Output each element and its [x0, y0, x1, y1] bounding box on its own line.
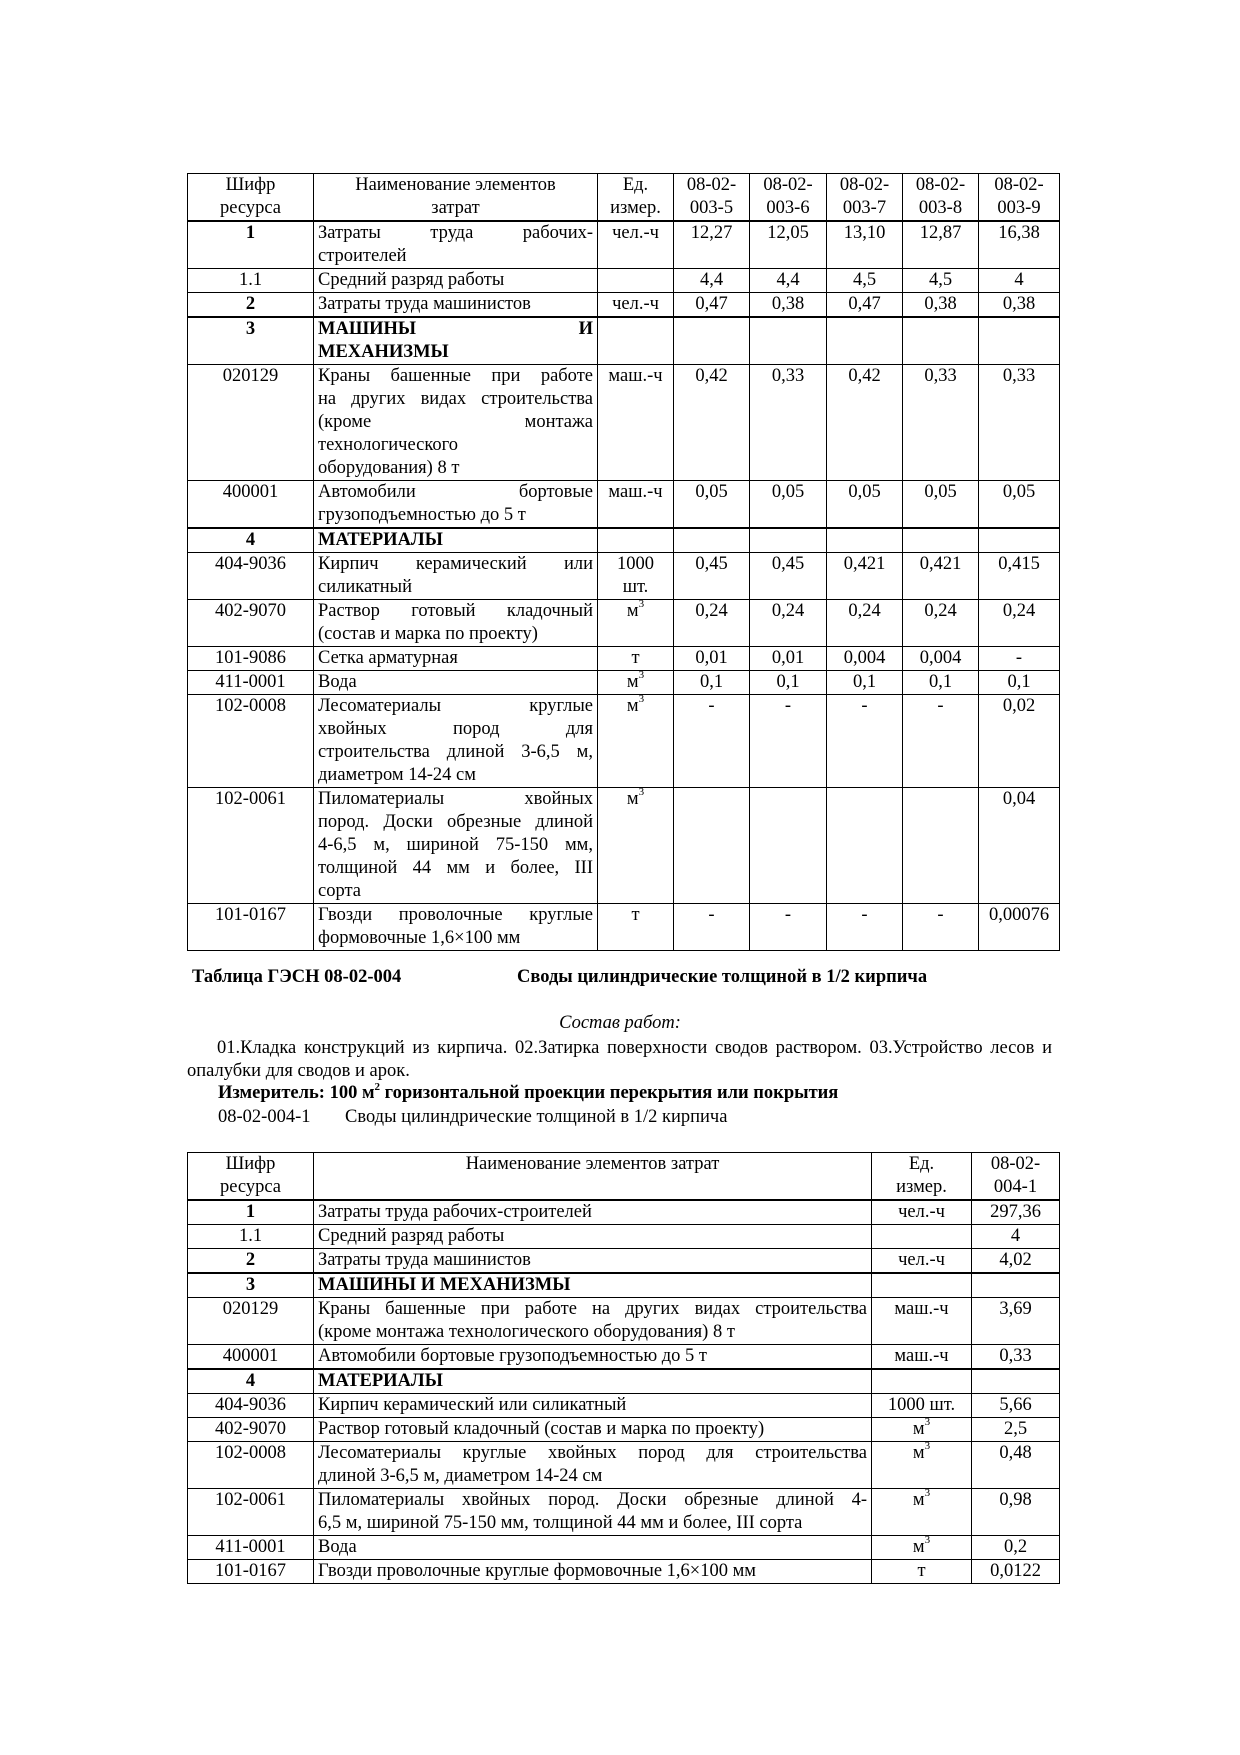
header-unit: Ед. измер.: [598, 174, 674, 222]
norm-value: 0,004: [903, 647, 979, 671]
norm-value: [903, 788, 979, 904]
norm-value: [979, 528, 1060, 553]
norm-value: 0,33: [750, 365, 827, 481]
unit-of-measure: [598, 317, 674, 365]
norm-value: [750, 317, 827, 365]
resource-code: 101-0167: [188, 904, 314, 951]
table-row: [188, 1225, 1060, 1249]
unit-of-measure: [598, 528, 674, 553]
norm-value: [827, 317, 903, 365]
norm-value: 0,1: [750, 671, 827, 695]
norm-value: [972, 1273, 1060, 1298]
resource-name: Автомобили бортовые грузоподъемностью до 5 т: [314, 481, 598, 529]
norm-value: [674, 788, 750, 904]
measure-unit-line: Измеритель: 100 $м^2$ горизонтальной проекции перекрытия или покрытия: [218, 1081, 839, 1103]
resource-name: Средний разряд работы: [314, 1225, 872, 1249]
header-name: Наименование элементов затрат: [314, 174, 598, 222]
norm-value: 0,47: [827, 293, 903, 318]
unit-of-measure: 1000 шт.: [872, 1394, 972, 1418]
norm-value: 0,33: [903, 365, 979, 481]
work-composition-heading: Состав работ:: [559, 1013, 681, 1033]
table-row: [188, 1442, 1060, 1489]
resource-name: Кирпич керамический или силикатный: [314, 1394, 872, 1418]
unit-of-measure: $м^3$: [872, 1489, 972, 1536]
table-row: [188, 1536, 1060, 1560]
norm-value: 0,05: [750, 481, 827, 529]
norm-value: [750, 528, 827, 553]
table-row: [188, 1560, 1060, 1584]
resource-code: 402-9070: [188, 600, 314, 647]
resource-code: 102-0008: [188, 695, 314, 788]
unit-of-measure: [872, 1225, 972, 1249]
table-row: [188, 481, 1060, 529]
resource-name: Вода: [314, 1536, 872, 1560]
resource-name: Гвозди проволочные круглые формовочные 1,6×100 мм: [314, 1560, 872, 1584]
unit-of-measure: т: [598, 904, 674, 951]
resource-code: 2: [188, 293, 314, 318]
norm-value: 0,45: [750, 553, 827, 600]
table-row: [188, 1418, 1060, 1442]
resource-name: Лесоматериалы круглые хвойных пород для строительства длиной 3-6,5 м, диаметром 14-24 см: [314, 1442, 872, 1489]
table-row: [188, 600, 1060, 647]
norm-value: 0,42: [827, 365, 903, 481]
norm-value: 0,04: [979, 788, 1060, 904]
norm-value: [750, 788, 827, 904]
table-row: [188, 904, 1060, 951]
resource-name: Вода: [314, 671, 598, 695]
norm-value: 0,05: [674, 481, 750, 529]
norm-value: 0,24: [979, 600, 1060, 647]
unit-of-measure: [872, 1369, 972, 1394]
resource-code: 102-0061: [188, 788, 314, 904]
unit-of-measure: $м^3$: [872, 1442, 972, 1489]
norm-subtitle: 08-02-004-1 Своды цилиндрические толщиной в 1/2 кирпича: [218, 1107, 728, 1127]
norm-value: 4,5: [903, 269, 979, 293]
unit-of-measure: чел.-ч: [872, 1200, 972, 1225]
resource-name: Краны башенные при работе на других видах строительства (кроме монтажа технологического оборудования) 8 т: [314, 1298, 872, 1345]
unit-of-measure: чел.-ч: [598, 293, 674, 318]
table-name-title: Своды цилиндрические толщиной в 1/2 кирпича: [517, 967, 928, 987]
header-unit: Ед. измер.: [872, 1153, 972, 1201]
norm-value: [979, 317, 1060, 365]
resource-name: Пиломатериалы хвойных пород. Доски обрезные длиной 4-6,5 м, шириной 75-150 мм, толщиной 44 мм и более, III сорта: [314, 788, 598, 904]
resource-name: Краны башенные при работе на других видах строительства (кроме монтажа технологического оборудования) 8 т: [314, 365, 598, 481]
resource-name: Сетка арматурная: [314, 647, 598, 671]
resource-name: Раствор готовый кладочный (состав и марка по проекту): [314, 1418, 872, 1442]
norm-value: 0,2: [972, 1536, 1060, 1560]
norm-value: 0,24: [903, 600, 979, 647]
norm-value: [972, 1369, 1060, 1394]
norm-value: 0,05: [827, 481, 903, 529]
norm-value: 0,24: [674, 600, 750, 647]
norm-value: 4,5: [827, 269, 903, 293]
norm-value: 4,4: [674, 269, 750, 293]
table-row: [188, 365, 1060, 481]
norm-value: 0,1: [674, 671, 750, 695]
norm-value: 0,38: [979, 293, 1060, 318]
table-row: [188, 695, 1060, 788]
norm-value: 297,36: [972, 1200, 1060, 1225]
header-code: Шифр ресурса: [188, 1153, 314, 1201]
resource-name: Гвозди проволочные круглые формовочные 1,6×100 мм: [314, 904, 598, 951]
norm-value: 0,38: [750, 293, 827, 318]
unit-of-measure: $м^3$: [872, 1536, 972, 1560]
unit-of-measure: т: [598, 647, 674, 671]
unit-of-measure: $м^3$: [598, 600, 674, 647]
norm-value: 0,004: [827, 647, 903, 671]
resource-name: МАТЕРИАЛЫ: [314, 528, 598, 553]
resource-code: 411-0001: [188, 1536, 314, 1560]
norm-value: 0,38: [903, 293, 979, 318]
work-composition-text: 01.Кладка конструкций из кирпича. 02.Затирка поверхности сводов раствором. 03.Устройство лесов и опалубки для сводов и арок.: [187, 1038, 1052, 1081]
norm-value: [827, 788, 903, 904]
norm-value: 0,24: [750, 600, 827, 647]
norm-value: 12,05: [750, 221, 827, 269]
resource-name: Затраты труда машинистов: [314, 293, 598, 318]
unit-of-measure: чел.-ч: [598, 221, 674, 269]
table-header-row: [188, 1153, 1060, 1201]
table-row: [188, 1298, 1060, 1345]
resource-name: Кирпич керамический или силикатный: [314, 553, 598, 600]
header-col-1: 08-02- 003-5: [674, 174, 750, 222]
norm-value: 12,87: [903, 221, 979, 269]
norm-value: -: [903, 695, 979, 788]
resource-name: Затраты труда рабочих-строителей: [314, 1200, 872, 1225]
norm-value: -: [903, 904, 979, 951]
norm-value: [903, 528, 979, 553]
unit-of-measure: 1000 шт.: [598, 553, 674, 600]
norm-value: 13,10: [827, 221, 903, 269]
norm-value: 0,01: [674, 647, 750, 671]
norm-value: 0,33: [972, 1345, 1060, 1370]
resource-code: 4: [188, 1369, 314, 1394]
table-header-row: [188, 174, 1060, 222]
norm-value: 16,38: [979, 221, 1060, 269]
resource-code: 102-0008: [188, 1442, 314, 1489]
header-col-5: 08-02- 003-9: [979, 174, 1060, 222]
resource-code: 404-9036: [188, 553, 314, 600]
resource-code: 102-0061: [188, 1489, 314, 1536]
resource-code: 400001: [188, 1345, 314, 1370]
norm-value: 4,02: [972, 1249, 1060, 1274]
norm-value: [674, 317, 750, 365]
unit-of-measure: т: [872, 1560, 972, 1584]
resource-code: 404-9036: [188, 1394, 314, 1418]
resource-name: МАШИНЫ И МЕХАНИЗМЫ: [314, 317, 598, 365]
norm-value: 0,24: [827, 600, 903, 647]
header-col-4: 08-02- 003-8: [903, 174, 979, 222]
norm-value: 0,415: [979, 553, 1060, 600]
norm-value: 5,66: [972, 1394, 1060, 1418]
norm-value: 3,69: [972, 1298, 1060, 1345]
resource-name: Средний разряд работы: [314, 269, 598, 293]
resource-code: 020129: [188, 1298, 314, 1345]
resource-code: 101-0167: [188, 1560, 314, 1584]
resource-name: Затраты труда машинистов: [314, 1249, 872, 1274]
unit-of-measure: [598, 269, 674, 293]
resource-code: 1: [188, 221, 314, 269]
table-code-title: Таблица ГЭСН 08-02-004: [192, 967, 402, 987]
norm-value: 4,4: [750, 269, 827, 293]
resource-code: 3: [188, 1273, 314, 1298]
norm-value: [674, 528, 750, 553]
unit-of-measure: маш.-ч: [872, 1345, 972, 1370]
unit-of-measure: $м^3$: [598, 671, 674, 695]
norm-value: 0,1: [979, 671, 1060, 695]
norm-value: 0,05: [979, 481, 1060, 529]
table-row: [188, 528, 1060, 553]
norm-value: 0,421: [903, 553, 979, 600]
table-row: [188, 293, 1060, 318]
table-row: [188, 1369, 1060, 1394]
resource-code: 2: [188, 1249, 314, 1274]
header-name: Наименование элементов затрат: [314, 1153, 872, 1201]
unit-of-measure: маш.-ч: [598, 481, 674, 529]
resource-name: МАТЕРИАЛЫ: [314, 1369, 872, 1394]
resource-code: 4: [188, 528, 314, 553]
norm-value: [903, 317, 979, 365]
norm-value: 0,05: [903, 481, 979, 529]
unit-of-measure: $м^3$: [598, 695, 674, 788]
resource-table-004: [187, 1152, 1060, 1584]
table-row: [188, 269, 1060, 293]
unit-of-measure: чел.-ч: [872, 1249, 972, 1274]
resource-name: Пиломатериалы хвойных пород. Доски обрезные длиной 4- 6,5 м, шириной 75-150 мм, толщиной 44 мм и более, III сорта: [314, 1489, 872, 1536]
resource-name: Автомобили бортовые грузоподъемностью до 5 т: [314, 1345, 872, 1370]
norm-value: -: [750, 695, 827, 788]
header-col-1: 08-02- 004-1: [972, 1153, 1060, 1201]
table-row: [188, 1273, 1060, 1298]
resource-code: 402-9070: [188, 1418, 314, 1442]
resource-code: 1.1: [188, 269, 314, 293]
norm-value: 2,5: [972, 1418, 1060, 1442]
resource-code: 020129: [188, 365, 314, 481]
resource-name: Лесоматериалы круглые хвойных пород для строительства длиной 3-6,5 м, диаметром 14-24 см: [314, 695, 598, 788]
table-row: [188, 1345, 1060, 1370]
norm-value: 0,1: [827, 671, 903, 695]
norm-value: -: [674, 904, 750, 951]
norm-value: 4: [972, 1225, 1060, 1249]
resource-table-003: [187, 173, 1060, 951]
resource-code: 101-9086: [188, 647, 314, 671]
header-code: Шифр ресурса: [188, 174, 314, 222]
norm-value: 0,02: [979, 695, 1060, 788]
norm-value: 0,421: [827, 553, 903, 600]
norm-value: [827, 528, 903, 553]
norm-value: 0,33: [979, 365, 1060, 481]
norm-value: 0,98: [972, 1489, 1060, 1536]
resource-name: МАШИНЫ И МЕХАНИЗМЫ: [314, 1273, 872, 1298]
header-col-3: 08-02- 003-7: [827, 174, 903, 222]
norm-value: -: [827, 904, 903, 951]
norm-value: 0,47: [674, 293, 750, 318]
norm-value: 0,45: [674, 553, 750, 600]
norm-value: -: [750, 904, 827, 951]
norm-value: 0,0122: [972, 1560, 1060, 1584]
resource-code: 1.1: [188, 1225, 314, 1249]
table-row: [188, 1249, 1060, 1274]
resource-name: Раствор готовый кладочный (состав и марка по проекту): [314, 600, 598, 647]
resource-code: 400001: [188, 481, 314, 529]
norm-value: 0,00076: [979, 904, 1060, 951]
resource-code: 411-0001: [188, 671, 314, 695]
resource-code: 3: [188, 317, 314, 365]
resource-code: 1: [188, 1200, 314, 1225]
norm-value: 4: [979, 269, 1060, 293]
norm-value: 0,1: [903, 671, 979, 695]
table-row: [188, 1489, 1060, 1536]
unit-of-measure: $м^3$: [872, 1418, 972, 1442]
norm-value: -: [979, 647, 1060, 671]
table-row: [188, 553, 1060, 600]
unit-of-measure: $м^3$: [598, 788, 674, 904]
table-row: [188, 221, 1060, 269]
unit-of-measure: маш.-ч: [872, 1298, 972, 1345]
table-row: [188, 671, 1060, 695]
unit-of-measure: маш.-ч: [598, 365, 674, 481]
norm-value: 12,27: [674, 221, 750, 269]
table-row: [188, 317, 1060, 365]
header-col-2: 08-02- 003-6: [750, 174, 827, 222]
norm-value: 0,48: [972, 1442, 1060, 1489]
table-row: [188, 647, 1060, 671]
norm-value: 0,01: [750, 647, 827, 671]
norm-value: 0,42: [674, 365, 750, 481]
norm-value: -: [674, 695, 750, 788]
table-row: [188, 788, 1060, 904]
resource-name: Затраты труда рабочих- строителей: [314, 221, 598, 269]
unit-of-measure: [872, 1273, 972, 1298]
table-row: [188, 1394, 1060, 1418]
table-row: [188, 1200, 1060, 1225]
norm-value: -: [827, 695, 903, 788]
